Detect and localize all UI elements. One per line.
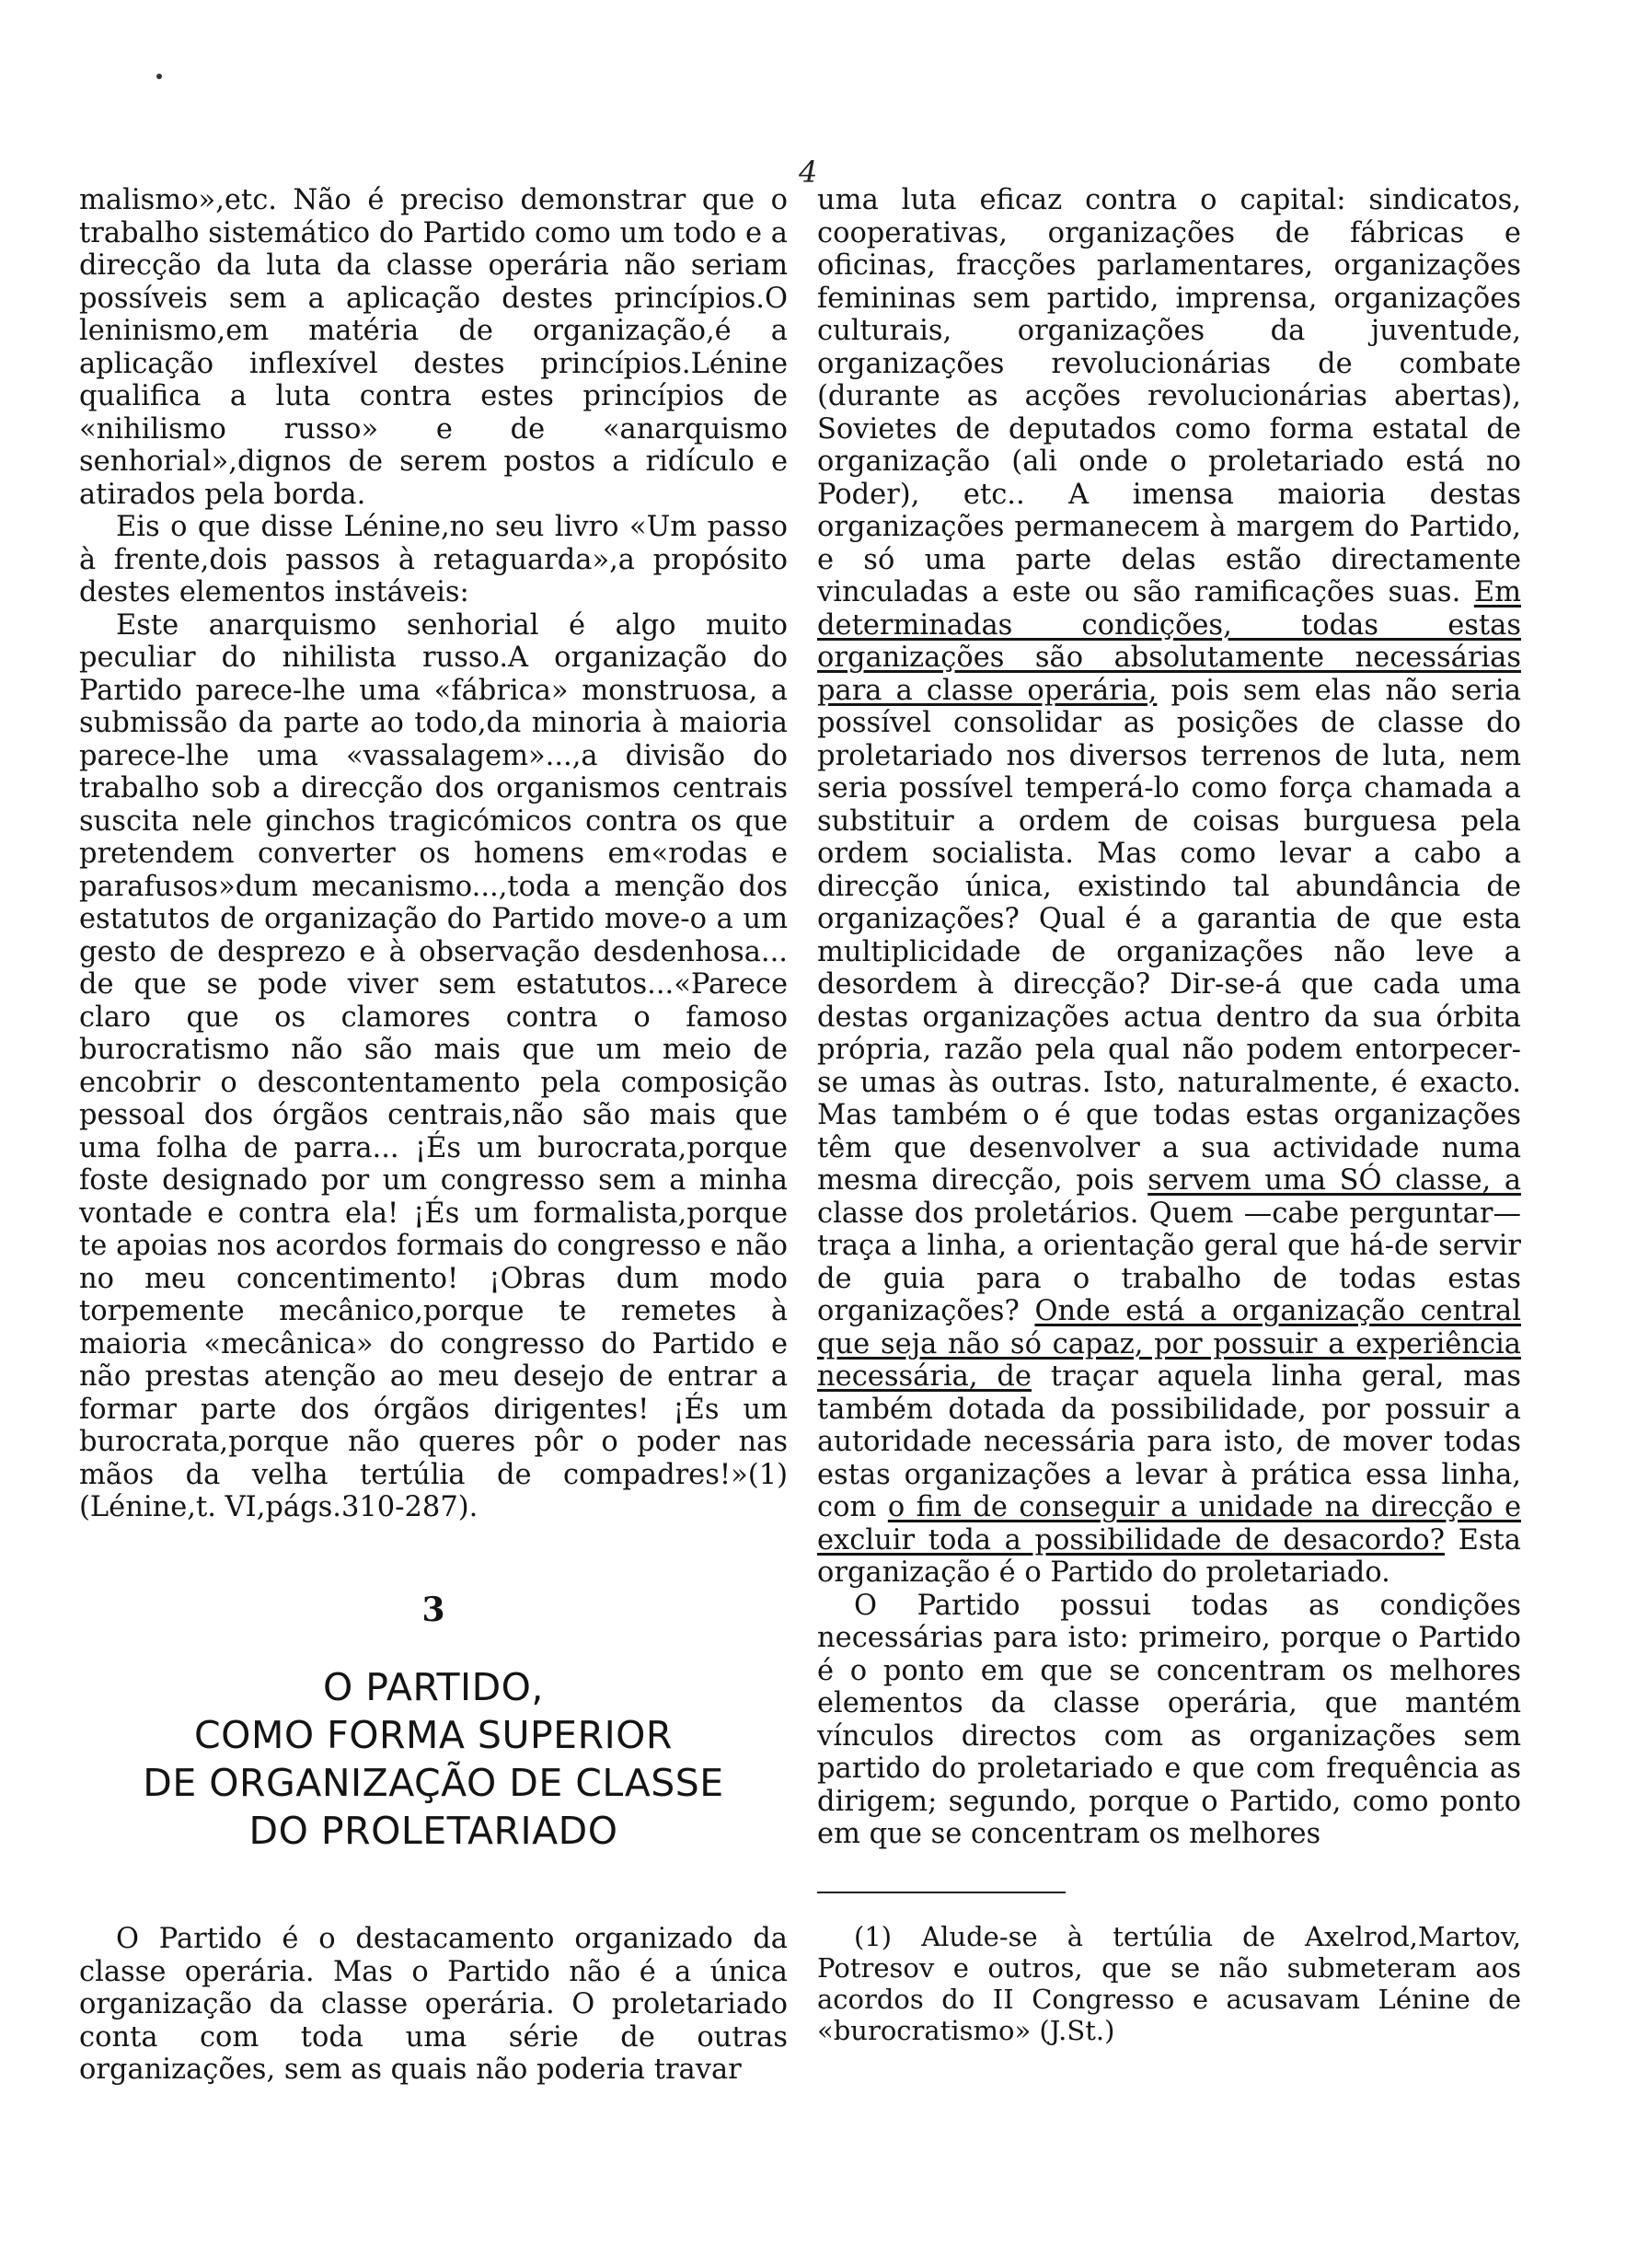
section-title-line: COMO FORMA SUPERIOR [194,1713,673,1757]
section-title-line: DE ORGANIZAÇÃO DE CLASSE [143,1761,724,1805]
left-column [79,184,788,2087]
footnote [817,1921,1521,2046]
text-run: uma luta eficaz contra o capital: sindicatos, cooperativas, organizações de fábricas e oficinas, fracções parlamentares, organizações femininas sem partido, imprensa, organizações culturais, organizações da juventude, organizações revolucionárias de combate (durante as acções revolucionárias abertas), Sovietes de deputados como forma estatal de organização (ali onde o proletariado está no Poder), etc.. A imensa maioria destas organizações permanecem à margem do Partido, e só uma parte delas estão directamente vinculadas a este ou são ramificações suas. [817,184,1521,608]
stray-dot-mark [156,74,162,79]
underlined-passage: servem uma SÓ classe, a [1147,1164,1521,1197]
paragraph-section-start: O Partido é o destacamento organizado da classe operária. Mas o Partido não é a única organização da classe operária. O proletariado conta com toda uma série de outras organizações, sem as quais não poderia travar [79,1923,788,2086]
paragraph-intro: Eis o que disse Lénine,no seu livro «Um passo à frente,dois passos à retaguarda»,a propósito destes elementos instáveis: [79,511,788,608]
paragraph-continuation: malismo»,etc. Não é preciso demonstrar que o trabalho sistemático do Partido como um todo e a direcção da luta da classe operária não seriam possíveis sem a aplicação destes princípios.O leninismo,em matéria de organização,é a aplicação inflexível destes princípios.Lénine qualifica a luta contra estes princípios de «nihilismo russo» e de «anarquismo senhorial»,dignos de serem postos a ridículo e atirados pela borda. [79,184,788,511]
text-run: traçar aquela linha geral, mas também dotada da possibilidade, por possuir a autoridade necessária para isto, de mover todas estas organizações a levar à prática essa linha, com [817,1360,1521,1523]
text-run: classe dos proletários. Quem —cabe perguntar— traça a linha, a orientação geral que há-de servir de guia para o trabalho de todas estas organizações? [817,1197,1521,1327]
section-title-line: O PARTIDO, [323,1665,544,1709]
paragraph-lenin-quote: Este anarquismo senhorial é algo muito peculiar do nihilista russo.A organização do Partido parece-lhe uma «fábrica» monstruosa, a submissão da parte ao todo,da minoria à maioria parece-lhe uma «vassalagem»...,a divisão do trabalho sob a direcção dos organismos centrais suscita nele ginchos tragicómicos contra os que pretendem converter os homens em«rodas e parafusos»dum mecanismo...,toda a menção dos estatutos de organização do Partido move-o a um gesto de desprezo e à observação desdenhosa... de que se pode viver sem estatutos...«Parece claro que os clamores contra o famoso burocratismo não são mais que um meio de encobrir o descontentamento pela composição pessoal dos órgãos centrais,não são mais que uma folha de parra... ¡És um burocrata,porque foste designado por um congresso sem a minha vontade e contra ela! ¡És um formalista,porque te apoias nos acordos formais do congresso e não no meu concentimento! ¡Obras dum modo torpemente mecânico,porque te remetes à maioria «mecânica» do congresso do Partido e não prestas atenção ao meu desejo de entrar a formar parte dos órgãos dirigentes! ¡És um burocrata,porque não queres pôr o poder nas mãos da velha tertúlia de compadres!»(1) (Lénine,t. VI,págs.310-287). [79,608,788,1523]
text-run: pois sem elas não seria possível consolidar as posições de classe do proletariado nos diversos terrenos de luta, nem seria possível temperá-lo como força chamada a substituir a ordem de coisas burguesa pela ordem socialista. Mas como levar a cabo a direcção única, existindo tal abundância de organizações? Qual é a garantia de que esta multiplicidade de organizações não leve a desordem à direcção? Dir-se-á que cada uma destas organizações actua dentro da sua órbita própria, razão pela qual não podem entorpecer-se umas às outras. Isto, naturalmente, é exacto. Mas também o é que todas estas organizações têm que desenvolver a sua actividade numa mesma direcção, pois [817,674,1521,1197]
text-run: Esta organização é o Partido do proletariado. [817,1523,1521,1589]
footnote-divider [817,1892,1066,1893]
paragraph-organizations [817,184,1521,1590]
section-title-line: DO PROLETARIADO [248,1809,618,1853]
footnote-text: (1) Alude-se à tertúlia de Axelrod,Martov, Potresov e outros, que se não submeteram aos acordos do II Congresso e acusavam Lénine de «burocratismo» (J.St.) [817,1920,1521,2046]
underlined-passage: o fim de conseguir a unidade na direcção e excluir toda a possibilidade de desacordo? [817,1491,1521,1556]
right-column [817,184,1521,2046]
page-number: 4 [799,155,818,190]
section-number: 3 [421,1590,445,1629]
paragraph-party-conditions: O Partido possui todas as condições necessárias para isto: primeiro, porque o Partido é o ponto em que se concentram os melhores elementos da classe operária, que mantém vínculos directos com as organizações sem partido do proletariado e que com frequência as dirigem; segundo, porque o Partido, como ponto em que se concentram os melhores [817,1589,1521,1850]
underlined-passage: Em determinadas condições, todas estas organizações são absolutamente necessárias para a classe operária, [817,576,1521,707]
section-title [79,1663,788,1855]
underlined-passage: Onde está a organização central que seja não só capaz, por possuir a experiência necessária, de [817,1295,1521,1393]
